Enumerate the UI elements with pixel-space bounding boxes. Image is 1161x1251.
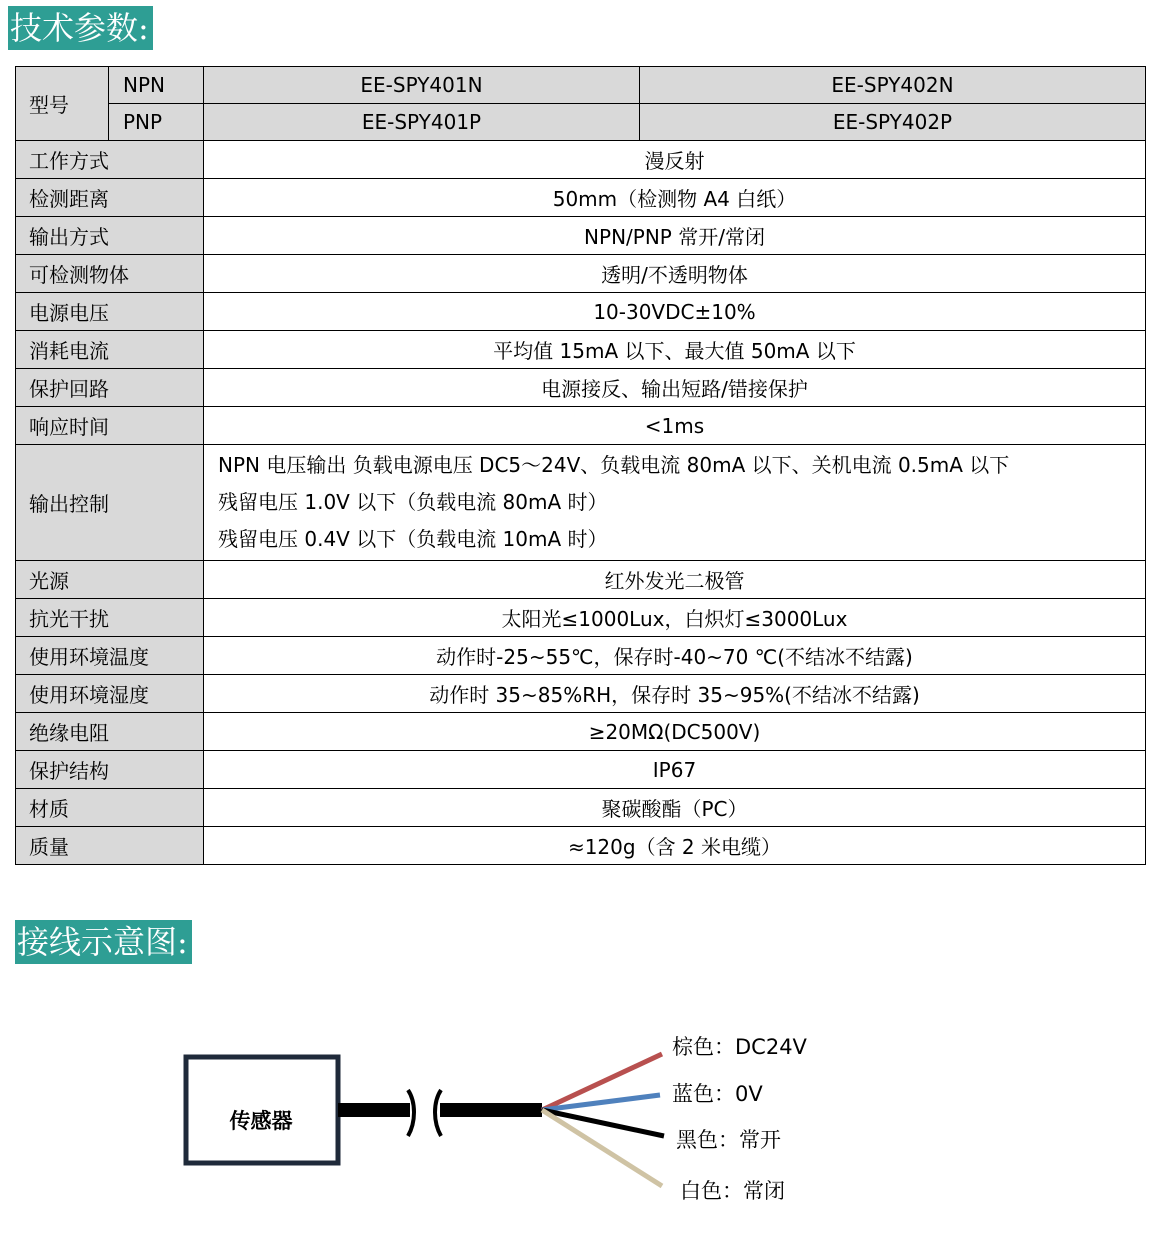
spec-value: 电源接反、输出短路/错接保护 (204, 369, 1146, 407)
spec-label: 绝缘电阻 (16, 713, 204, 751)
spec-row-mode (16, 141, 1146, 179)
wire-label-blue: 蓝色：0V (672, 1082, 763, 1106)
spec-label: 消耗电流 (16, 331, 204, 369)
sensor-label: 传感器 (229, 1109, 293, 1133)
wiring-heading: 接线示意图: (15, 920, 192, 964)
spec-value-multiline (204, 445, 1146, 561)
spec-value: 漫反射 (204, 141, 1146, 179)
spec-value: 动作时-25~55℃，保存时-40~70 ℃(不结冰不结露) (204, 637, 1146, 675)
spec-value: 50mm（检测物 A4 白纸） (204, 179, 1146, 217)
spec-row-distance (16, 179, 1146, 217)
spec-label: 材质 (16, 789, 204, 827)
spec-value: 红外发光二极管 (204, 561, 1146, 599)
spec-row-current (16, 331, 1146, 369)
spec-value: IP67 (204, 751, 1146, 789)
spec-label: 工作方式 (16, 141, 204, 179)
model-label: 型号 (16, 67, 109, 141)
model-row-pnp (16, 104, 1146, 141)
specs-heading: 技术参数: (8, 6, 153, 50)
spec-value: <1ms (204, 407, 1146, 445)
model-row-npn (16, 67, 1146, 104)
spec-label: 质量 (16, 827, 204, 865)
spec-label: 光源 (16, 561, 204, 599)
spec-label: 使用环境温度 (16, 637, 204, 675)
spec-row-structure (16, 751, 1146, 789)
spec-row-output-mode (16, 217, 1146, 255)
spec-row-humidity (16, 675, 1146, 713)
wire-label-white: 白色：常闭 (680, 1179, 785, 1203)
spec-row-material (16, 789, 1146, 827)
spec-row-protection (16, 369, 1146, 407)
spec-value: 平均值 15mA 以下、最大值 50mA 以下 (204, 331, 1146, 369)
spec-label: 可检测物体 (16, 255, 204, 293)
model-type-npn: NPN (109, 67, 204, 104)
spec-row-ambient-light (16, 599, 1146, 637)
spec-label: 检测距离 (16, 179, 204, 217)
spec-row-light-source (16, 561, 1146, 599)
model-npn-2: EE-SPY402N (640, 67, 1146, 104)
spec-label: 响应时间 (16, 407, 204, 445)
spec-label: 保护结构 (16, 751, 204, 789)
spec-row-insulation (16, 713, 1146, 751)
spec-value: NPN/PNP 常开/常闭 (204, 217, 1146, 255)
spec-table (15, 66, 1146, 865)
spec-row-output-control (16, 445, 1146, 561)
spec-value: 聚碳酸酯（PC） (204, 789, 1146, 827)
spec-value: 透明/不透明物体 (204, 255, 1146, 293)
spec-label: 输出控制 (16, 445, 204, 561)
spec-value: 10-30VDC±10% (204, 293, 1146, 331)
spec-row-temperature (16, 637, 1146, 675)
model-pnp-1: EE-SPY401P (204, 104, 640, 141)
spec-label: 使用环境湿度 (16, 675, 204, 713)
spec-row-weight (16, 827, 1146, 865)
model-type-pnp: PNP (109, 104, 204, 141)
spec-label: 抗光干扰 (16, 599, 204, 637)
spec-label: 电源电压 (16, 293, 204, 331)
wire-label-brown: 棕色：DC24V (672, 1035, 807, 1059)
wire-label-black: 黑色：常开 (676, 1128, 781, 1152)
output-control-line: 残留电压 1.0V 以下（负载电流 80mA 时） (218, 490, 608, 514)
output-control-line: NPN 电压输出 负载电源电压 DC5～24V、负载电流 80mA 以下、关机电流 0.5mA 以下 (218, 453, 1010, 477)
spec-label: 输出方式 (16, 217, 204, 255)
spec-row-response (16, 407, 1146, 445)
spec-label: 保护回路 (16, 369, 204, 407)
output-control-line: 残留电压 0.4V 以下（负载电流 10mA 时） (218, 527, 608, 551)
spec-value: 动作时 35~85%RH，保存时 35~95%(不结冰不结露) (204, 675, 1146, 713)
model-npn-1: EE-SPY401N (204, 67, 640, 104)
spec-value: ≥20MΩ(DC500V) (204, 713, 1146, 751)
model-pnp-2: EE-SPY402P (640, 104, 1146, 141)
spec-value: 太阳光≤1000Lux，白炽灯≤3000Lux (204, 599, 1146, 637)
spec-row-voltage (16, 293, 1146, 331)
spec-row-objects (16, 255, 1146, 293)
spec-value: ≈120g（含 2 米电缆） (204, 827, 1146, 865)
wiring-diagram (0, 990, 1161, 1250)
